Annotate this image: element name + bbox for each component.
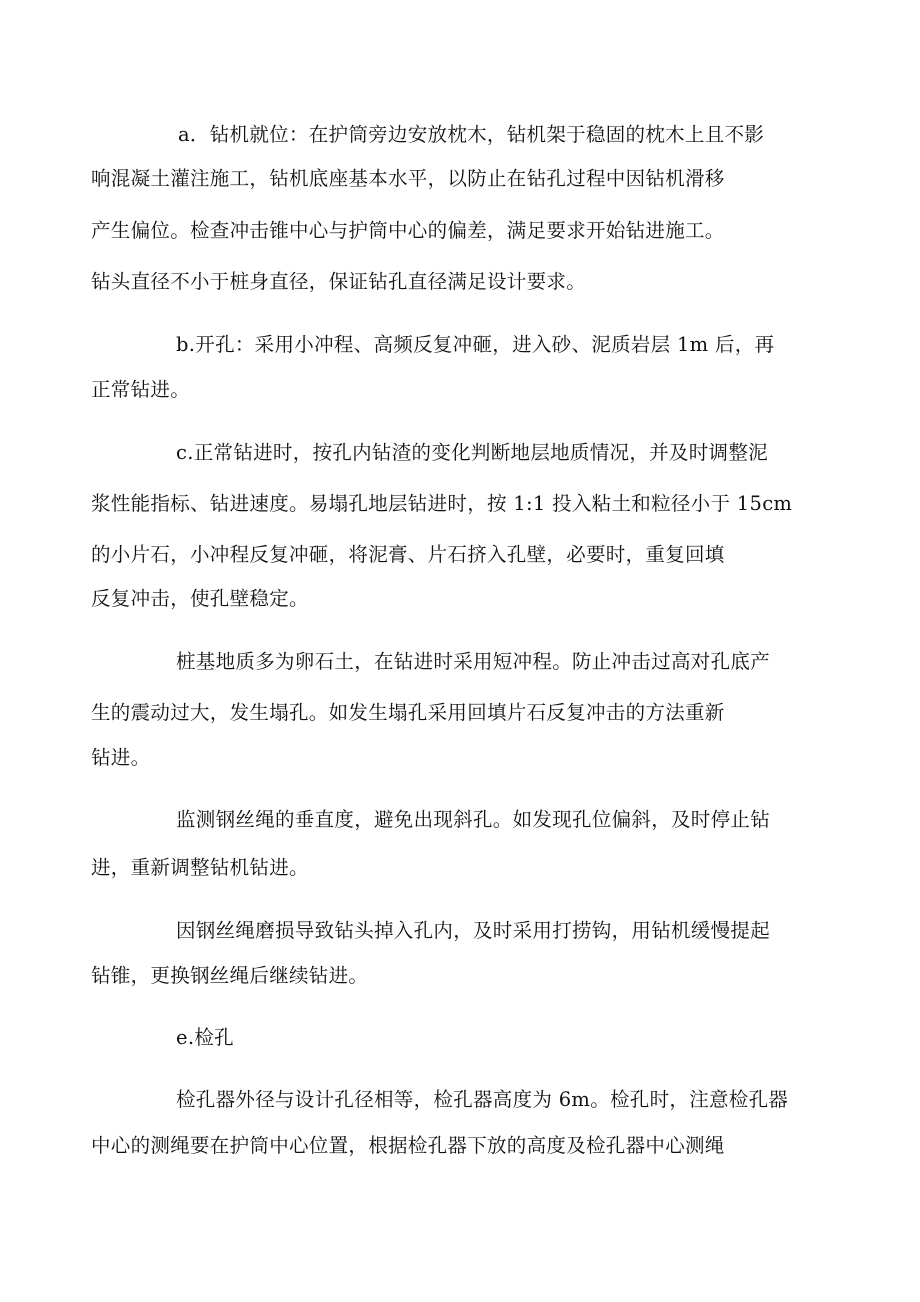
text-line: 进，重新调整钻机钻进。 xyxy=(91,856,309,879)
heading-text: e.检孔 xyxy=(176,1026,234,1049)
text-line: 钻头直径不小于桩身直径，保证钻孔直径满足设计要求。 xyxy=(91,270,587,293)
text-line: 反复冲击，使孔壁稳定。 xyxy=(91,587,309,610)
text-line: 响混凝土灌注施工，钻机底座基本水平，以防止在钻孔过程中因钻机滑移 xyxy=(91,167,725,190)
text-line: 因钢丝绳磨损导致钻头掉入孔内，及时采用打捞钩，用钻机缓慢提起 xyxy=(176,919,771,942)
text-line: 生的震动过大，发生塌孔。如发生塌孔采用回填片石反复冲击的方法重新 xyxy=(91,701,725,724)
text-line: 产生偏位。检查冲击锥中心与护筒中心的偏差，满足要求开始钻进施工。 xyxy=(91,219,725,242)
text-line: 的小片石，小冲程反复冲砸，将泥膏、片石挤入孔壁，必要时，重复回填 xyxy=(91,543,725,566)
text-line: 钻锥，更换钢丝绳后继续钻进。 xyxy=(91,964,369,987)
text-line: 桩基地质多为卵石土，在钻进时采用短冲程。防止冲击过高对孔底产 xyxy=(176,650,771,673)
text-line: 钻进。 xyxy=(91,746,151,769)
text-line: a．钻机就位：在护筒旁边安放枕木，钻机架于稳固的枕木上且不影 xyxy=(178,123,765,146)
text-line: c.正常钻进时，按孔内钻渣的变化判断地层地质情况，并及时调整泥 xyxy=(176,441,768,464)
text-line: 浆性能指标、钻进速度。易塌孔地层钻进时，按 1:1 投入粘土和粒径小于 15cm xyxy=(91,492,793,515)
text-line: 监测钢丝绳的垂直度，避免出现斜孔。如发现孔位偏斜，及时停止钻 xyxy=(176,808,771,831)
text-line: 检孔器外径与设计孔径相等，检孔器高度为 6m。检孔时，注意检孔器 xyxy=(176,1088,789,1111)
text-line: b.开孔：采用小冲程、高频反复冲砸，进入砂、泥质岩层 1m 后，再 xyxy=(176,333,775,356)
text-line: 正常钻进。 xyxy=(91,378,191,401)
text-line: 中心的测绳要在护筒中心位置，根据检孔器下放的高度及检孔器中心测绳 xyxy=(91,1134,725,1157)
